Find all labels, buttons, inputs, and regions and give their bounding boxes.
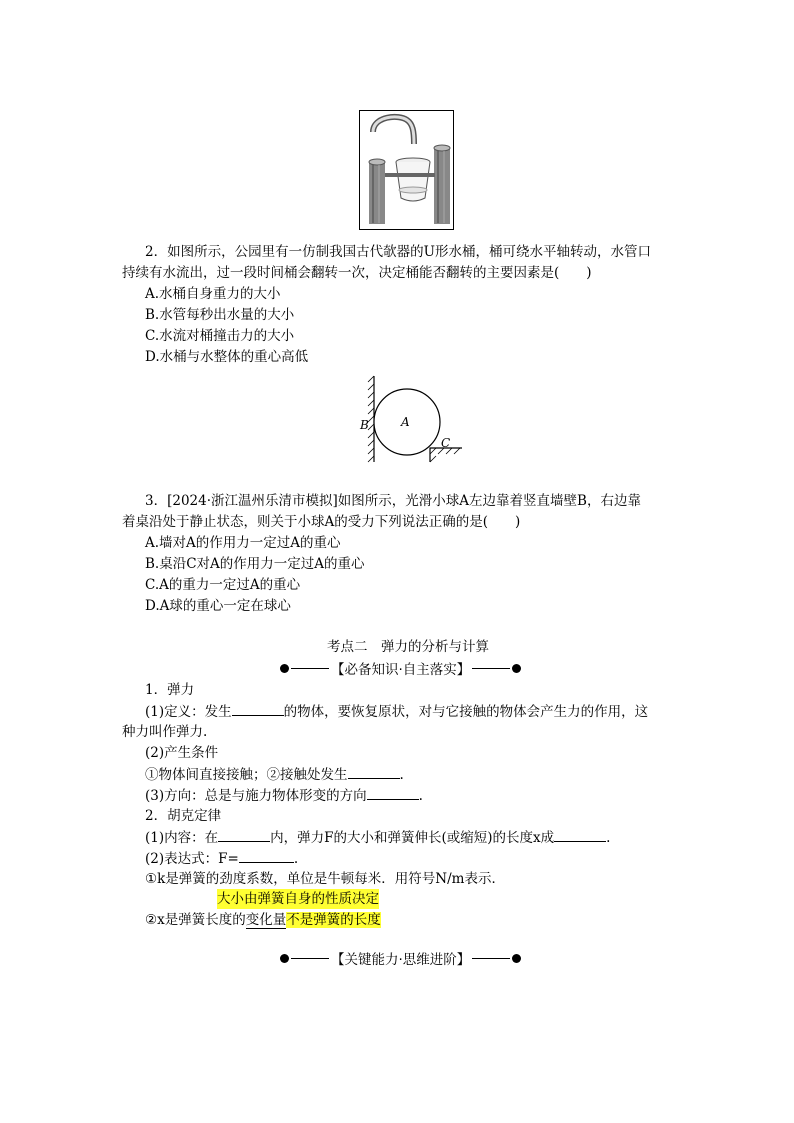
condition-detail xyxy=(145,764,404,785)
period: . xyxy=(399,767,404,783)
q2-stem-line2: 持续有水流出，过一段时间桶会翻转一次，决定桶能否翻转的主要因素是( ) xyxy=(122,265,592,281)
answer-blank[interactable] xyxy=(367,785,419,800)
bullet-dot xyxy=(512,664,521,673)
law-content-line xyxy=(145,827,610,848)
period: . xyxy=(418,788,423,804)
bullet-dot xyxy=(280,954,289,963)
q2-stem-line1: 2．如图所示，公园里有一仿制我国古代欹器的U形水桶，桶可绕水平轴转动，水管口 xyxy=(145,244,651,260)
q2-option-a: A.水桶自身重力的大小 xyxy=(145,286,281,302)
period: . xyxy=(293,851,299,867)
banner-essential-knowledge xyxy=(280,658,521,678)
banner-label: 【必备知识·自主落实】 xyxy=(331,662,471,678)
q3-option-c: C.A的重力一定过A的重心 xyxy=(145,577,301,593)
expression-line xyxy=(145,848,298,869)
q3-stem-line2: 着桌沿处于静止状态，则关于小球A的受力下列说法正确的是( ) xyxy=(122,514,521,530)
x-definition xyxy=(145,910,381,930)
expression-text: (2)表达式：F= xyxy=(145,851,239,867)
q2-option-c: C.水流对桶撞击力的大小 xyxy=(145,328,295,344)
law-text-b: 内，弹力F的大小和弹簧伸长(或缩短)的长度x成 xyxy=(270,830,555,846)
answer-blank[interactable] xyxy=(232,701,284,716)
x-text: ②x是弹簧长度的 xyxy=(145,912,246,928)
definition-text-a: (1)定义：发生 xyxy=(145,704,232,720)
change-amount: 变化量 xyxy=(245,912,287,928)
definition-text-b: 的物体，要恢复原状，对与它接触的物体会产生力的作用，这 xyxy=(283,704,649,720)
dash-line xyxy=(472,668,510,669)
dash-line xyxy=(291,958,329,959)
banner-key-ability xyxy=(280,948,521,968)
dash-line xyxy=(291,668,329,669)
x-highlight-note: 不是弹簧的长度 xyxy=(286,912,381,928)
q3-option-b: B.桌沿C对A的作用力一定过A的重心 xyxy=(145,556,365,572)
bullet-dot xyxy=(512,954,521,963)
k-definition: ①k是弹簧的劲度系数，单位是牛顿每米．用符号N/m表示． xyxy=(145,871,505,887)
heading-hookes-law: 2．胡克定律 xyxy=(145,808,222,824)
q3-option-d: D.A球的重心一定在球心 xyxy=(145,598,291,614)
banner-label: 【关键能力·思维进阶】 xyxy=(331,952,471,968)
bullet-dot xyxy=(280,664,289,673)
q2-option-b: B.水管每秒出水量的大小 xyxy=(145,307,295,323)
direction-line xyxy=(145,785,423,806)
bucket-figure xyxy=(359,110,454,230)
label-c: C xyxy=(441,436,451,450)
definition-line2: 种力叫作弹力. xyxy=(122,724,208,740)
heading-elastic-force: 1．弹力 xyxy=(145,682,195,698)
section-title: 考点二 弹力的分析与计算 xyxy=(327,639,489,655)
label-b: B xyxy=(360,418,369,432)
answer-blank[interactable] xyxy=(218,827,270,842)
answer-blank[interactable] xyxy=(348,764,400,779)
q2-option-d: D.水桶与水整体的重心高低 xyxy=(145,349,309,365)
condition-text: ①物体间直接接触；②接触处发生 xyxy=(145,767,348,783)
definition-line xyxy=(145,701,648,722)
law-text-a: (1)内容：在 xyxy=(145,830,219,846)
period: . xyxy=(606,830,611,846)
label-a: A xyxy=(401,415,410,429)
direction-text: (3)方向：总是与施力物体形变的方向 xyxy=(145,788,367,804)
answer-blank[interactable] xyxy=(239,848,294,863)
q3-option-a: A.墙对A的作用力一定过A的重心 xyxy=(145,535,341,551)
k-highlight-note: 大小由弹簧自身的性质决定 xyxy=(217,891,379,907)
answer-blank[interactable] xyxy=(554,827,606,842)
condition-heading: (2)产生条件 xyxy=(145,745,219,761)
q3-stem-line1: 3．[2024·浙江温州乐清市模拟]如图所示，光滑小球A左边靠着竖直墙壁B，右边靠 xyxy=(145,493,641,509)
dash-line xyxy=(472,958,510,959)
